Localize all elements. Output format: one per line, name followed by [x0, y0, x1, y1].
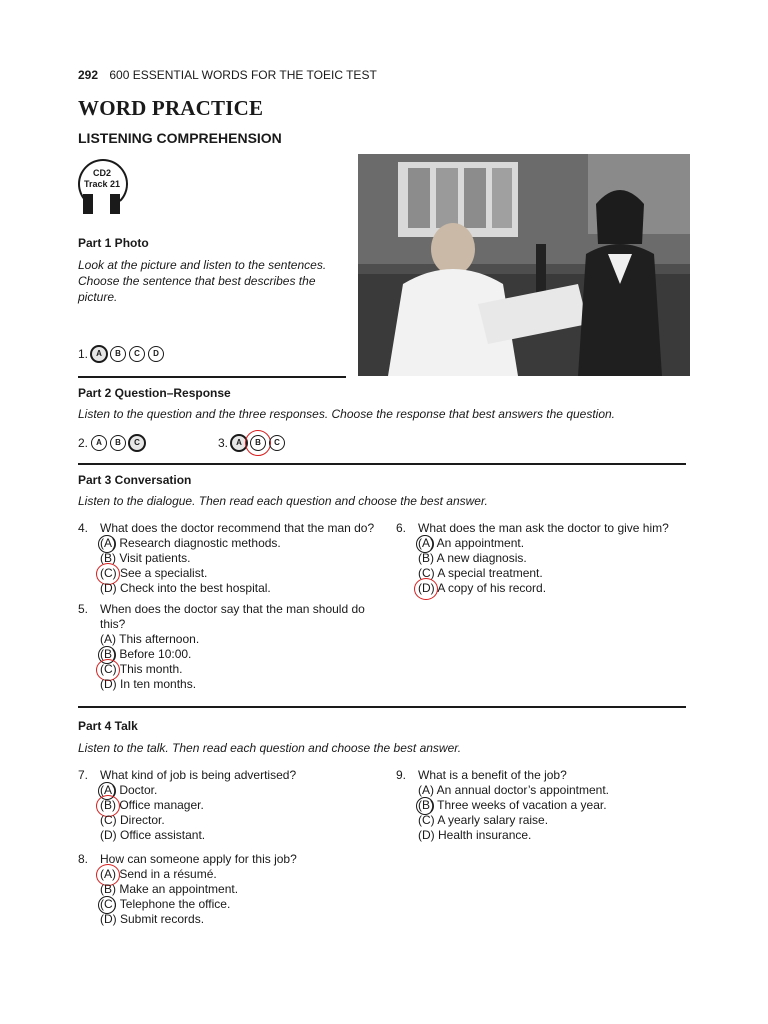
- option-b: B: [110, 346, 126, 362]
- option-a-selected: A: [231, 435, 247, 451]
- question-9: [396, 768, 696, 843]
- page-number: 292: [78, 68, 99, 82]
- question-text: How can someone apply for this job?: [100, 852, 297, 866]
- choice-b: (B) Before 10:00.: [100, 647, 192, 661]
- option-b: B: [110, 435, 126, 451]
- question-text: What does the man ask the doctor to give him?: [418, 521, 669, 535]
- question-number: 4.: [78, 521, 89, 535]
- part3-instructions: Listen to the dialogue. Then read each question and choose the best answer.: [78, 494, 488, 508]
- question-text: When does the doctor say that the man should do this?: [100, 602, 365, 631]
- question-number: 8.: [78, 852, 89, 866]
- part2-instructions: Listen to the question and the three responses. Choose the response that best answers the question.: [78, 407, 616, 421]
- answer-row-3: [218, 435, 288, 451]
- choice-b: (B) Three weeks of vacation a year.: [418, 798, 607, 812]
- section-title: LISTENING COMPREHENSION: [78, 130, 282, 146]
- option-c: C: [269, 435, 285, 451]
- page-title: WORD PRACTICE: [78, 96, 264, 120]
- choice-a: (A) Send in a résumé.: [100, 867, 217, 881]
- choice-d: (D) Office assistant.: [100, 828, 206, 842]
- choice-c: (C) This month.: [100, 662, 183, 676]
- part1-instructions: Look at the picture and listen to the sentences. Choose the sentence that best describes the picture.: [78, 258, 327, 304]
- part1-heading: Part 1 Photo: [78, 236, 149, 250]
- question-text: What kind of job is being advertised?: [100, 768, 297, 782]
- track-label: Track 21: [83, 179, 121, 189]
- question-text: What is a benefit of the job?: [418, 768, 567, 782]
- option-c: C: [129, 346, 145, 362]
- divider: [78, 706, 686, 708]
- choice-c: (C) A yearly salary raise.: [418, 813, 549, 827]
- cd-headphones-icon: [78, 159, 126, 219]
- choice-a: (A) This afternoon.: [100, 632, 200, 646]
- option-c-selected: C: [129, 435, 145, 451]
- choice-b: (B) Visit patients.: [100, 551, 191, 565]
- choice-c: (C) See a specialist.: [100, 566, 208, 580]
- running-title: 600 ESSENTIAL WORDS FOR THE TOEIC TEST: [109, 68, 377, 82]
- choice-a: (A) An appointment.: [418, 536, 525, 550]
- choice-d: (D) A copy of his record.: [418, 581, 547, 595]
- choice-d: (D) In ten months.: [100, 677, 197, 691]
- option-b-red-marked: B: [250, 435, 266, 451]
- choice-b: (B) Make an appointment.: [100, 882, 239, 896]
- choice-c: (C) A special treatment.: [418, 566, 543, 580]
- choice-b: (B) Office manager.: [100, 798, 204, 812]
- question-number: 7.: [78, 768, 89, 782]
- question-6: [396, 521, 696, 596]
- answer-number: 3.: [218, 436, 229, 450]
- choice-d: (D) Submit records.: [100, 912, 205, 926]
- option-d: D: [148, 346, 164, 362]
- choice-c: (C) Director.: [100, 813, 165, 827]
- choice-c: (C) Telephone the office.: [100, 897, 231, 911]
- part2-heading: Part 2 Question–Response: [78, 386, 231, 400]
- question-5: [78, 602, 378, 692]
- choice-d: (D) Check into the best hospital.: [100, 581, 271, 595]
- question-7: [78, 768, 378, 843]
- part4-instructions: Listen to the talk. Then read each question and choose the best answer.: [78, 741, 462, 755]
- choice-d: (D) Health insurance.: [418, 828, 532, 842]
- divider: [78, 376, 346, 378]
- question-number: 5.: [78, 602, 89, 616]
- divider: [78, 463, 686, 465]
- part3-heading: Part 3 Conversation: [78, 473, 192, 487]
- answer-row-2: [78, 435, 148, 451]
- choice-a: (A) Doctor.: [100, 783, 158, 797]
- option-a-selected: A: [91, 346, 107, 362]
- answer-number: 1.: [78, 347, 89, 361]
- answer-number: 2.: [78, 436, 89, 450]
- option-a: A: [91, 435, 107, 451]
- answer-row-1: [78, 346, 167, 362]
- choice-b: (B) A new diagnosis.: [418, 551, 527, 565]
- cd-label: CD2: [92, 168, 111, 178]
- choice-a: (A) Research diagnostic methods.: [100, 536, 281, 550]
- running-head: [78, 68, 377, 82]
- choice-a: (A) An annual doctor’s appointment.: [418, 783, 610, 797]
- doctor-patient-photo: [358, 154, 690, 376]
- question-number: 9.: [396, 768, 407, 782]
- question-4: [78, 521, 388, 596]
- part4-heading: Part 4 Talk: [78, 719, 138, 733]
- question-number: 6.: [396, 521, 407, 535]
- question-8: [78, 852, 378, 927]
- question-text: What does the doctor recommend that the man do?: [100, 521, 375, 535]
